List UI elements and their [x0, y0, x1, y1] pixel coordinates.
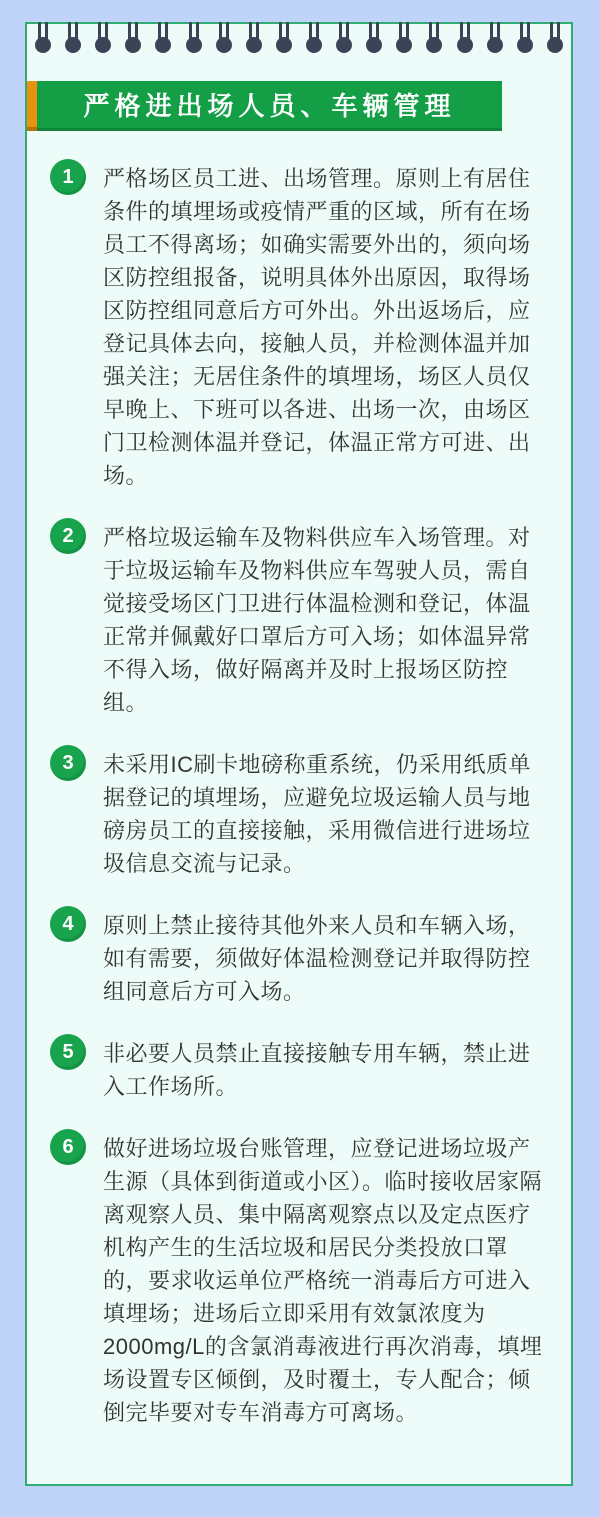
binder-pin-icon [426, 22, 442, 55]
spiral-binding [35, 22, 563, 55]
binder-pin-icon [306, 22, 322, 55]
list-item [50, 748, 545, 880]
binder-pin-icon [65, 22, 81, 55]
binder-pin-icon [216, 22, 232, 55]
binder-pin-icon [186, 22, 202, 55]
binder-pin-icon [366, 22, 382, 55]
binder-pin-icon [276, 22, 292, 55]
item-number-badge: 3 [50, 745, 86, 781]
item-text: 非必要人员禁止直接接触专用车辆，禁止进入工作场所。 [103, 1041, 531, 1099]
binder-pin-icon [35, 22, 51, 55]
binder-pin-icon [517, 22, 533, 55]
section-header [27, 81, 502, 131]
rules-list [27, 162, 571, 1429]
binder-pin-icon [125, 22, 141, 55]
item-number-badge: 1 [50, 159, 86, 195]
list-item [50, 909, 545, 1008]
item-text: 未采用IC刷卡地磅称重系统，仍采用纸质单据登记的填埋场，应避免垃圾运输人员与地磅房员工的直接接触，采用微信进行进场垃圾信息交流与记录。 [103, 752, 532, 876]
binder-pin-icon [487, 22, 503, 55]
item-text: 严格垃圾运输车及物料供应车入场管理。对于垃圾运输车及物料供应车驾驶人员，需自觉接受场区门卫进行体温检测和登记，体温正常并佩戴好口罩后方可入场；如体温异常不得入场，做好隔离并及时上报场区防控组。 [103, 525, 531, 715]
list-item [50, 1132, 545, 1429]
item-number-badge: 4 [50, 906, 86, 942]
page-title: 严格进出场人员、车辆管理 [83, 91, 456, 121]
binder-pin-icon [457, 22, 473, 55]
binder-pin-icon [547, 22, 563, 55]
item-text: 原则上禁止接待其他外来人员和车辆入场，如有需要，须做好体温检测登记并取得防控组同意后方可入场。 [103, 913, 531, 1004]
binder-pin-icon [95, 22, 111, 55]
binder-pin-icon [336, 22, 352, 55]
item-number-badge: 5 [50, 1034, 86, 1070]
notebook-card [25, 22, 573, 1486]
header-accent-bar [27, 81, 37, 131]
list-item [50, 162, 545, 492]
binder-pin-icon [396, 22, 412, 55]
item-text: 做好进场垃圾台账管理，应登记进场垃圾产生源（具体到街道或小区）。临时接收居家隔离观察人员、集中隔离观察点以及定点医疗机构产生的生活垃圾和居民分类投放口罩的，要求收运单位严格统一消毒后方可进入填埋场；进场后立即采用有效氯浓度为2000mg/L的含氯消毒液进行再次消毒，填埋场设置专区倾倒，及时覆土，专人配合；倾倒完毕要对专车消毒方可离场。 [103, 1136, 543, 1425]
binder-pin-icon [155, 22, 171, 55]
binder-pin-icon [246, 22, 262, 55]
list-item [50, 1037, 545, 1103]
item-number-badge: 2 [50, 518, 86, 554]
item-text: 严格场区员工进、出场管理。原则上有居住条件的填埋场或疫情严重的区域，所有在场员工不得离场；如确实需要外出的，须向场区防控组报备，说明具体外出原因，取得场区防控组同意后方可外出。外出返场后，应登记具体去向，接触人员，并检测体温并加强关注；无居住条件的填埋场，场区人员仅早晚上、下班可以各进、出场一次，由场区门卫检测体温并登记，体温正常方可进、出场。 [103, 166, 531, 488]
item-number-badge: 6 [50, 1129, 86, 1165]
list-item [50, 521, 545, 719]
